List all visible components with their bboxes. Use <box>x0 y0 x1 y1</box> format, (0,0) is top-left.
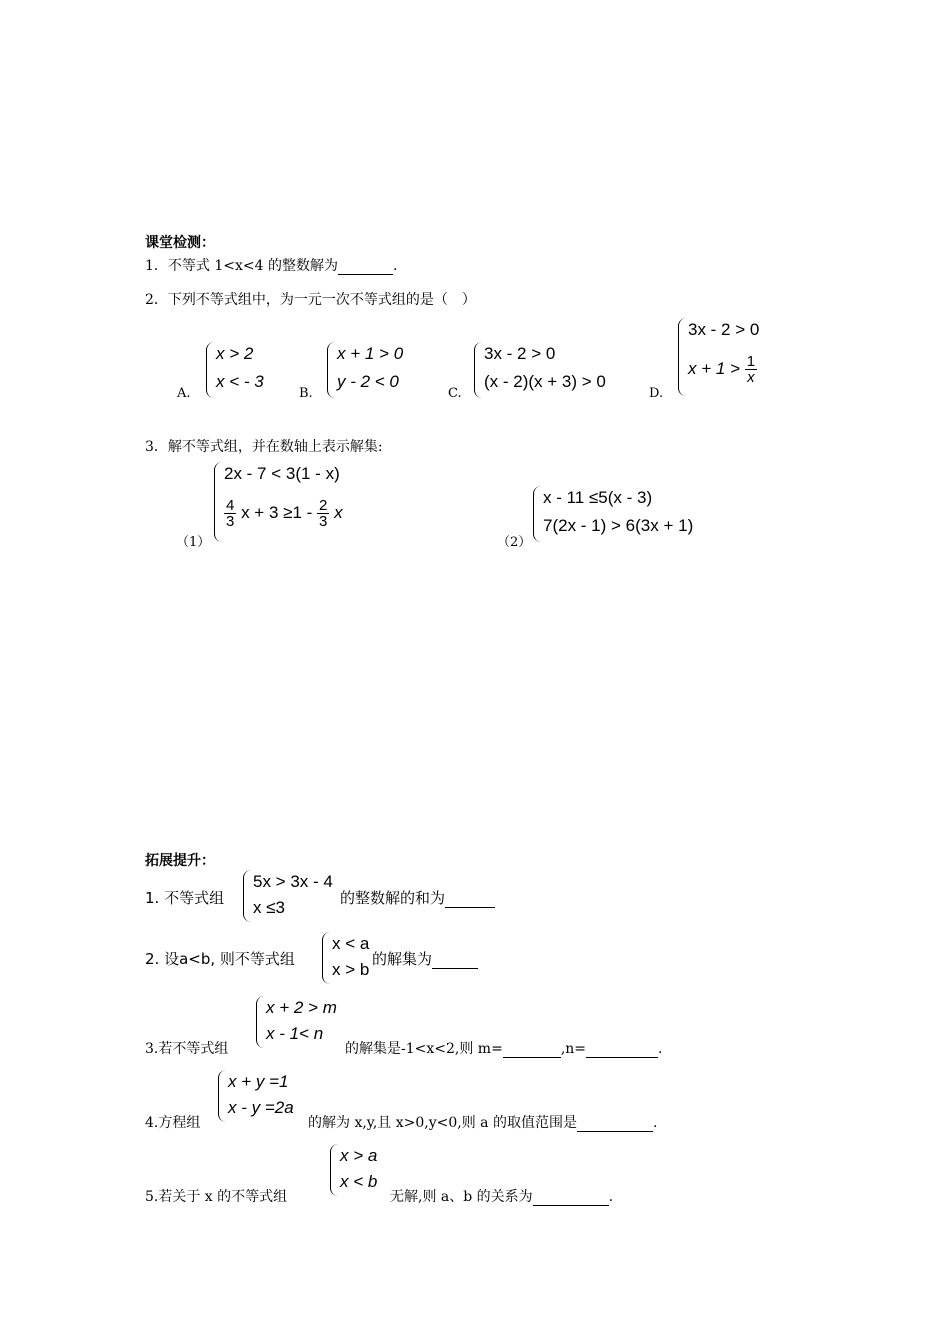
option-b-label: B. <box>299 386 313 401</box>
item-4-system: x + y =1 x - y =2a <box>218 1070 308 1122</box>
answer-blank <box>577 1115 653 1132</box>
extension-item-2: 2. 设a<b, 则不等式组 <box>145 950 295 968</box>
option-b-system: x + 1 > 0 y - 2 < 0 <box>327 342 417 398</box>
answer-blank <box>432 950 478 969</box>
option-d-system: 3x - 2 > 0 x + 1 > $\frac{1}{x}$ <box>678 318 778 398</box>
answer-blank-m <box>503 1041 561 1058</box>
fraction: $\frac{1}{x}$ <box>746 353 756 386</box>
answer-blank <box>445 889 495 908</box>
extension-item-5: 5.若关于 x 的不等式组 <box>145 1189 288 1205</box>
extension-item-3: 3.若不等式组 <box>145 1041 229 1057</box>
answer-blank <box>533 1189 609 1206</box>
section-title-classroom-test: 课堂检测： <box>145 235 215 251</box>
item-3-system: x + 2 > m x - 1< n <box>256 996 346 1048</box>
option-c-system: 3x - 2 > 0 (x - 2)(x + 3) > 0 <box>474 342 624 398</box>
extension-item-1: 1. 不等式组 <box>145 889 225 907</box>
answer-blank-n <box>586 1041 658 1058</box>
extension-item-4: 4.方程组 <box>145 1115 201 1131</box>
option-d-label: D. <box>649 386 664 401</box>
option-c-label: C. <box>448 386 462 401</box>
question-1: 1．不等式 1<x<4 的整数解为 . <box>145 258 398 274</box>
part-1-system: 2x - 7 < 3(1 - x) $\frac{4}{3}$ x + 3 ≥1 - $\frac{2}{3}$ x <box>214 462 374 544</box>
part-2-label: （2） <box>497 535 532 550</box>
item-1-system: 5x > 3x - 4 x ≤3 <box>243 870 338 922</box>
option-a-system: x > 2 x < - 3 <box>206 342 286 398</box>
question-2: 2．下列不等式组中，为一元一次不等式组的是（ ） <box>145 292 476 308</box>
part-1-label: （1） <box>176 535 211 550</box>
section-title-extension: 拓展提升： <box>145 853 215 869</box>
part-2-system: x - 11 ≤5(x - 3) 7(2x - 1) > 6(3x + 1) <box>533 486 703 542</box>
item-2-system: x < a x > b <box>322 932 382 984</box>
option-a-label: A. <box>177 386 191 401</box>
answer-blank <box>338 258 393 275</box>
item-5-system: x > a x < b <box>330 1144 390 1196</box>
question-3: 3．解不等式组，并在数轴上表示解集: <box>145 439 383 455</box>
